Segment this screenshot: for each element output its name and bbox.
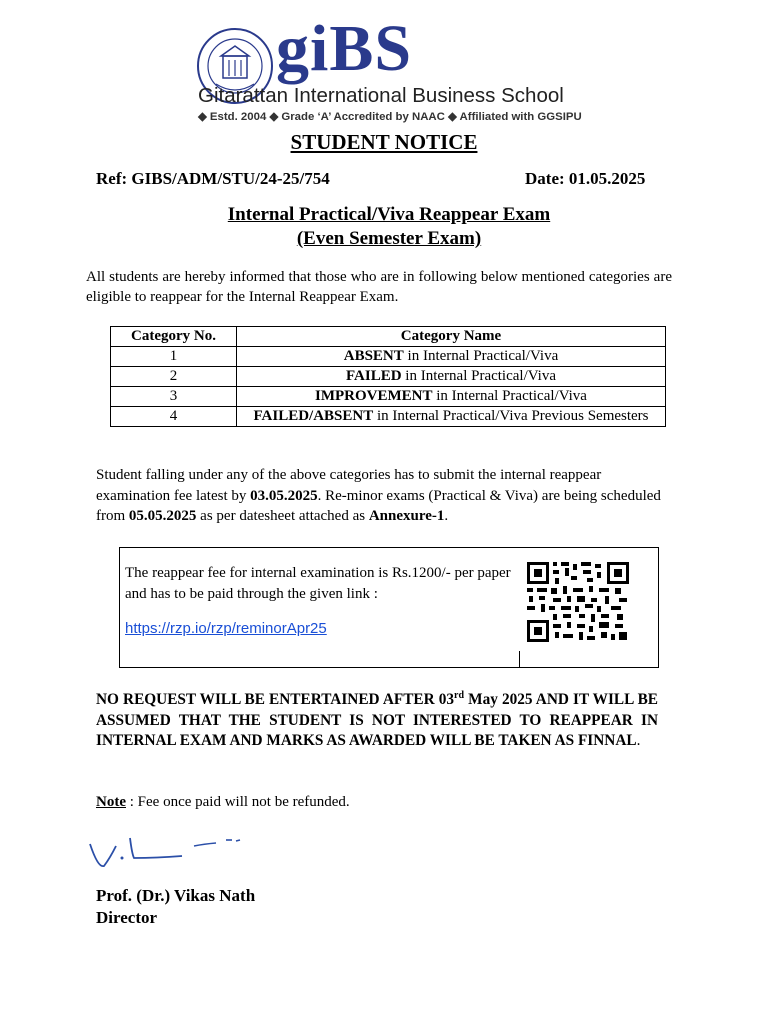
instructions-paragraph: Student falling under any of the above categories has to submit the internal reappear examination fee latest by 03.05.2025. Re-minor exams (Practical & Viva) are being scheduled from 05.05.2025 as per datesheet attached as Annexure-1. xyxy=(96,467,661,524)
table-header-row xyxy=(111,327,666,347)
category-name: ABSENT in Internal Practical/Viva xyxy=(237,347,666,367)
exam-title-line-1: Internal Practical/Viva Reappear Exam xyxy=(227,204,551,225)
fee-box-divider xyxy=(519,651,520,668)
exam-title xyxy=(0,203,768,251)
table-header: Category Name xyxy=(237,327,666,347)
category-number: 1 xyxy=(111,347,237,367)
qr-code-icon[interactable] xyxy=(527,562,629,642)
signatory-title: Director xyxy=(96,908,158,927)
category-number: 3 xyxy=(111,387,237,407)
payment-link[interactable]: https://rzp.io/rzp/reminorApr25 xyxy=(125,620,327,637)
table-header: Category No. xyxy=(111,327,237,347)
reference-number: Ref: GIBS/ADM/STU/24-25/754 xyxy=(96,169,330,188)
annexure-reference: Annexure-1 xyxy=(368,508,445,524)
fee-note: Note : Fee once paid will not be refunded. xyxy=(96,794,350,810)
school-name: Gitarattan International Business School xyxy=(198,84,564,107)
category-number: 4 xyxy=(111,407,237,427)
notice-title: STUDENT NOTICE xyxy=(290,130,478,154)
signatory xyxy=(96,885,255,929)
exam-title-line-2: (Even Semester Exam) xyxy=(296,228,482,249)
director-signature xyxy=(86,828,246,872)
table-row xyxy=(111,387,666,407)
table-row xyxy=(111,347,666,367)
table-row xyxy=(111,407,666,427)
notice-date: Date: 01.05.2025 xyxy=(525,169,646,188)
fee-text: The reappear fee for internal examination is Rs.1200/- per paper and has to be paid through the given link : xyxy=(125,565,511,602)
intro-paragraph: All students are hereby informed that those who are in following below mentioned categories are eligible to reappear for the Internal Reappear Exam. xyxy=(86,269,672,305)
category-name: FAILED in Internal Practical/Viva xyxy=(237,367,666,387)
warning-paragraph: NO REQUEST WILL BE ENTERTAINED AFTER 03rd May 2025 AND IT WILL BE ASSUMED THAT THE STUDENT IS NOT INTERESTED TO REAPPEAR IN INTERNAL EXAM AND MARKS AS AWARDED WILL BE TAKEN AS FINNAL. xyxy=(96,689,658,749)
fee-deadline: 03.05.2025 xyxy=(250,487,318,504)
category-name: IMPROVEMENT in Internal Practical/Viva xyxy=(237,387,666,407)
signatory-name: Prof. (Dr.) Vikas Nath xyxy=(96,886,256,905)
category-table xyxy=(110,326,666,427)
logo-text: giBS xyxy=(276,12,413,85)
note-label: Note xyxy=(96,794,126,810)
school-tagline: ◆ Estd. 2004 ◆ Grade ‘A’ Accredited by NAAC ◆ Affiliated with GGSIPU xyxy=(198,111,582,123)
category-number: 2 xyxy=(111,367,237,387)
table-row xyxy=(111,367,666,387)
category-name: FAILED/ABSENT in Internal Practical/Viva Previous Semesters xyxy=(237,407,666,427)
exam-start-date: 05.05.2025 xyxy=(128,508,197,524)
